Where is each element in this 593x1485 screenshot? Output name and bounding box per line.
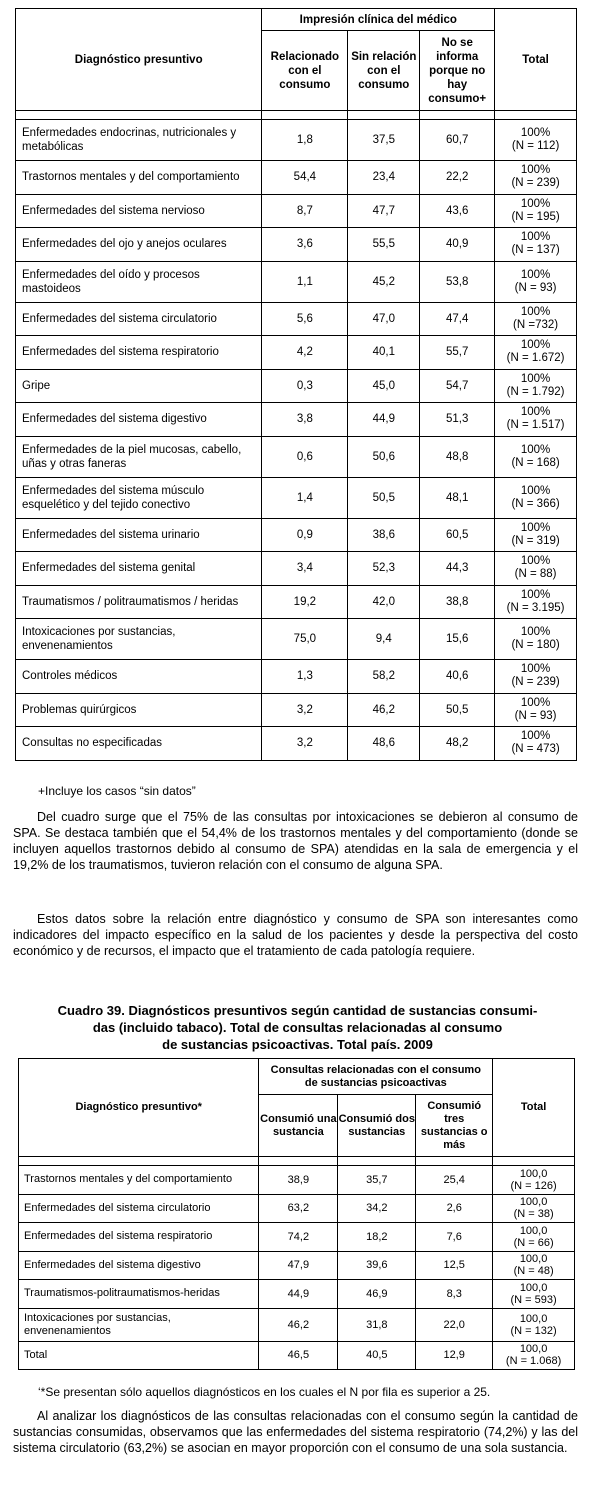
cell-col-3: 55,7 — [420, 336, 495, 370]
cell-col-2: 55,5 — [348, 228, 420, 262]
row-diagnostico: Consultas no especificadas — [16, 727, 262, 761]
header-relacionado: Relacionado con el consumo — [262, 31, 348, 111]
total-n: (N = 48) — [513, 1265, 554, 1278]
cell-col-3: 12,9 — [416, 1341, 493, 1370]
total-percent: 100% — [520, 730, 551, 743]
cell-col-1: 46,5 — [259, 1341, 338, 1370]
table-row — [16, 619, 577, 660]
cell-col-2: 45,2 — [348, 261, 420, 302]
cell-total — [493, 1166, 575, 1195]
total-percent: 100,0 — [519, 1343, 548, 1356]
cell-total — [495, 403, 577, 437]
cell-col-2: 34,2 — [338, 1194, 416, 1223]
total-percent: 100,0 — [519, 1167, 548, 1180]
cell-col-3: 12,5 — [416, 1251, 493, 1280]
total-n: (N = 593) — [510, 1293, 557, 1306]
table-row — [16, 369, 577, 403]
cell-col-3: 22,0 — [416, 1308, 493, 1341]
header-sin-relacion: Sin relación con el consumo — [348, 31, 420, 111]
cell-total — [495, 228, 577, 262]
total-n: (N = 93) — [514, 281, 557, 294]
total-n: (N = 1.792) — [506, 385, 565, 398]
row-diagnostico: Traumatismos-politraumatismos-heridas — [19, 1280, 259, 1309]
total-percent: 100% — [520, 268, 551, 281]
table-diagnostico-cantidad-sustancias — [18, 1058, 575, 1370]
table-row — [16, 477, 577, 518]
cell-col-2: 48,6 — [348, 727, 420, 761]
total-n: (N = 88) — [514, 568, 557, 581]
row-diagnostico: Problemas quirúrgicos — [16, 693, 262, 727]
paragraph-2: Estos datos sobre la relación entre diagnóstico y consumo de SPA son interesantes como indicadores del impacto específico en la salud de los pacientes y desde la perspectiva del costo económico y de recursos, el impacto que el tratamiento de cada patología requiere. — [13, 912, 578, 958]
total-percent: 100,0 — [519, 1196, 548, 1209]
cell-col-1: 3,6 — [262, 228, 348, 262]
cell-col-1: 1,3 — [262, 660, 348, 694]
total-n: (N = 66) — [513, 1236, 554, 1249]
cell-col-3: 51,3 — [420, 403, 495, 437]
cell-col-1: 74,2 — [259, 1223, 338, 1252]
total-percent: 100% — [520, 127, 551, 139]
row-diagnostico: Enfermedades del sistema circulatorio — [16, 302, 262, 336]
total-percent: 100% — [520, 521, 551, 534]
table-row — [19, 1223, 575, 1252]
total-percent: 100% — [520, 231, 551, 244]
row-diagnostico: Intoxicaciones por sustancias, envenenamientos — [19, 1308, 259, 1341]
table-row — [16, 727, 577, 761]
total-n: (N = 126) — [510, 1179, 557, 1192]
total-percent: 100% — [520, 339, 551, 352]
cell-col-1: 44,9 — [259, 1280, 338, 1309]
header-diagnostico: Diagnóstico presuntivo* — [19, 1059, 259, 1157]
table-row — [16, 194, 577, 228]
cell-col-1: 5,6 — [262, 302, 348, 336]
cell-col-2: 18,2 — [338, 1223, 416, 1252]
header-consultas-relacionadas: Consultas relacionadas con el consumo de sustancias psicoactivas — [259, 1059, 493, 1095]
table-row — [16, 228, 577, 262]
cell-col-1: 3,4 — [262, 552, 348, 586]
cell-col-3: 15,6 — [420, 619, 495, 660]
row-diagnostico: Trastornos mentales y del comportamiento — [19, 1166, 259, 1195]
total-percent: 100% — [520, 555, 551, 568]
cell-col-2: 58,2 — [348, 660, 420, 694]
total-percent: 100% — [520, 663, 551, 676]
table-row — [16, 552, 577, 586]
header-impresion-clinica: Impresión clínica del médico — [262, 9, 495, 31]
header-una-sustancia: Consumió una sustancia — [259, 1095, 338, 1157]
table1-footnote: +Incluye los casos “sin datos” — [38, 784, 196, 798]
table2-caption — [20, 1002, 575, 1053]
total-percent: 100% — [520, 197, 551, 210]
total-percent: 100,0 — [519, 1312, 548, 1325]
total-percent: 100% — [520, 696, 551, 709]
cell-col-2: 46,2 — [348, 693, 420, 727]
table-row — [19, 1194, 575, 1223]
table-row — [19, 1280, 575, 1309]
table-row — [16, 302, 577, 336]
cell-col-2: 37,5 — [348, 120, 420, 161]
cell-total — [495, 477, 577, 518]
total-n: (N = 3.195) — [506, 601, 565, 614]
total-percent: 100,0 — [519, 1253, 548, 1266]
cell-col-2: 46,9 — [338, 1280, 416, 1309]
cell-col-3: 43,6 — [420, 194, 495, 228]
paragraph-1: Del cuadro surge que el 75% de las consultas por intoxicaciones se debieron al consumo de SPA. Se destaca también que el 54,4% de los trastornos mentales y del comportamiento (donde se incluyen aquellos trastornos debido al consumo de SPA) atendidas en la sala de emergencia y el 19,2% de los traumatismos, tuvieron relación con el consumo de alguna SPA. — [13, 810, 578, 872]
table-row — [19, 1251, 575, 1280]
table-row — [16, 585, 577, 619]
cell-total — [495, 660, 577, 694]
cell-col-3: 60,5 — [420, 518, 495, 552]
cell-col-3: 53,8 — [420, 261, 495, 302]
total-percent: 100% — [520, 406, 551, 419]
cell-col-1: 38,9 — [259, 1166, 338, 1195]
cell-col-2: 9,4 — [348, 619, 420, 660]
row-diagnostico: Enfermedades del sistema circulatorio — [19, 1194, 259, 1223]
total-n: (N = 239) — [511, 676, 560, 689]
cell-col-3: 7,6 — [416, 1223, 493, 1252]
header-diagnostico: Diagnóstico presuntivo — [16, 9, 262, 111]
cell-col-1: 8,7 — [262, 194, 348, 228]
row-diagnostico: Total — [19, 1341, 259, 1370]
cell-col-3: 38,8 — [420, 585, 495, 619]
cell-total — [495, 585, 577, 619]
cell-total — [495, 120, 577, 161]
cell-col-3: 40,6 — [420, 660, 495, 694]
table2-footnote: ‘*Se presentan sólo aquellos diagnósticos en los cuales el N por fila es superior a 25. — [38, 1385, 491, 1399]
cell-col-2: 35,7 — [338, 1166, 416, 1195]
total-n: (N = 132) — [510, 1324, 557, 1337]
total-n: (N = 168) — [511, 456, 560, 469]
cell-col-3: 48,8 — [420, 436, 495, 477]
cell-total — [493, 1223, 575, 1252]
cell-col-2: 40,1 — [348, 336, 420, 370]
row-diagnostico: Enfermedades del sistema digestivo — [16, 403, 262, 437]
total-n: (N = 38) — [513, 1208, 554, 1221]
cell-col-2: 31,8 — [338, 1308, 416, 1341]
total-percent: 100,0 — [519, 1281, 548, 1294]
row-diagnostico: Enfermedades del sistema digestivo — [19, 1251, 259, 1280]
cell-total — [495, 161, 577, 195]
cell-col-3: 22,2 — [420, 161, 495, 195]
row-diagnostico: Enfermedades endocrinas, nutricionales y metabólicas — [16, 120, 262, 161]
total-n: (N =732) — [513, 318, 559, 331]
cell-col-1: 75,0 — [262, 619, 348, 660]
cell-total — [495, 194, 577, 228]
table-row — [19, 1166, 575, 1195]
table-row — [16, 660, 577, 694]
table-row — [16, 120, 577, 161]
row-diagnostico: Enfermedades del sistema genital — [16, 552, 262, 586]
cell-total — [495, 727, 577, 761]
total-n: (N = 93) — [514, 709, 557, 722]
cell-col-2: 38,6 — [348, 518, 420, 552]
cell-col-3: 2,6 — [416, 1194, 493, 1223]
cell-col-1: 1,4 — [262, 477, 348, 518]
cell-col-2: 50,6 — [348, 436, 420, 477]
header-tres-o-mas: Consumió tres sustancias o más — [416, 1095, 493, 1157]
table-diagnostico-impresion-clinica — [15, 8, 577, 761]
cell-total — [495, 369, 577, 403]
total-n: (N = 239) — [511, 177, 560, 190]
cell-col-2: 39,6 — [338, 1251, 416, 1280]
total-percent: 100% — [520, 305, 551, 318]
row-diagnostico: Enfermedades del sistema respiratorio — [16, 336, 262, 370]
cell-col-1: 3,2 — [262, 727, 348, 761]
total-n: (N = 112) — [511, 140, 560, 152]
caption-line-1: Cuadro 39. Diagnósticos presuntivos según cantidad de sustancias consumi- — [57, 1003, 538, 1018]
cell-total — [495, 302, 577, 336]
table-row — [16, 261, 577, 302]
cell-total — [493, 1280, 575, 1309]
cell-col-1: 0,3 — [262, 369, 348, 403]
cell-col-3: 25,4 — [416, 1166, 493, 1195]
cell-col-1: 1,1 — [262, 261, 348, 302]
total-percent: 100% — [520, 372, 551, 385]
row-diagnostico: Enfermedades del oído y procesos mastoideos — [16, 261, 262, 302]
total-percent: 100% — [520, 484, 551, 497]
cell-col-2: 23,4 — [348, 161, 420, 195]
cell-col-2: 40,5 — [338, 1341, 416, 1370]
total-percent: 100% — [520, 626, 551, 638]
total-percent: 100% — [520, 588, 551, 601]
total-n: (N = 195) — [511, 210, 560, 223]
total-n: (N = 1.068) — [505, 1355, 562, 1368]
total-percent: 100% — [520, 443, 551, 456]
cell-total — [493, 1341, 575, 1370]
cell-col-2: 45,0 — [348, 369, 420, 403]
cell-col-2: 44,9 — [348, 403, 420, 437]
cell-col-3: 54,7 — [420, 369, 495, 403]
row-diagnostico: Enfermedades del ojo y anejos oculares — [16, 228, 262, 262]
row-diagnostico: Controles médicos — [16, 660, 262, 694]
cell-col-1: 19,2 — [262, 585, 348, 619]
cell-col-1: 3,8 — [262, 403, 348, 437]
total-n: (N = 319) — [511, 534, 560, 547]
cell-col-2: 52,3 — [348, 552, 420, 586]
row-diagnostico: Enfermedades de la piel mucosas, cabello, uñas y otras faneras — [16, 436, 262, 477]
cell-col-3: 48,2 — [420, 727, 495, 761]
cell-col-1: 63,2 — [259, 1194, 338, 1223]
cell-col-1: 1,8 — [262, 120, 348, 161]
paragraph-3: Al analizar los diagnósticos de las consultas relacionadas con el consumo según la cantidad de sustancias consumidas, observamos que las enfermedades del sistema respiratorio (74,2%) y las del sistema circulatorio (63,2%) se asocian en mayor proporción con el consumo de una sola sustancia. — [13, 1409, 578, 1455]
caption-line-3: de sustancias psicoactivas. Total país. 2009 — [162, 1037, 433, 1052]
header-total: Total — [495, 9, 577, 111]
cell-col-1: 0,9 — [262, 518, 348, 552]
cell-col-1: 46,2 — [259, 1308, 338, 1341]
row-diagnostico: Enfermedades del sistema nervioso — [16, 194, 262, 228]
table-row — [16, 518, 577, 552]
row-diagnostico: Intoxicaciones por sustancias, envenenamientos — [16, 619, 262, 660]
total-n: (N = 473) — [511, 743, 560, 756]
total-n: (N = 1.672) — [506, 352, 565, 365]
cell-total — [493, 1251, 575, 1280]
total-n: (N = 1.517) — [506, 419, 565, 432]
total-n: (N = 180) — [511, 639, 560, 651]
cell-total — [495, 518, 577, 552]
header-dos-sustancias: Consumió dos sustancias — [338, 1095, 416, 1157]
total-percent: 100,0 — [519, 1224, 548, 1237]
cell-total — [493, 1194, 575, 1223]
cell-col-3: 44,3 — [420, 552, 495, 586]
cell-total — [493, 1308, 575, 1341]
cell-total — [495, 693, 577, 727]
total-n: (N = 137) — [511, 244, 560, 257]
cell-col-3: 60,7 — [420, 120, 495, 161]
cell-col-3: 48,1 — [420, 477, 495, 518]
table-row — [16, 403, 577, 437]
caption-line-2: das (incluido tabaco). Total de consultas relacionadas al consumo — [92, 1020, 503, 1035]
cell-total — [495, 336, 577, 370]
cell-col-2: 47,7 — [348, 194, 420, 228]
table-row — [19, 1341, 575, 1370]
cell-col-3: 8,3 — [416, 1280, 493, 1309]
row-diagnostico: Enfermedades del sistema urinario — [16, 518, 262, 552]
cell-col-2: 50,5 — [348, 477, 420, 518]
cell-total — [495, 619, 577, 660]
cell-total — [495, 552, 577, 586]
cell-col-2: 42,0 — [348, 585, 420, 619]
table-row — [16, 693, 577, 727]
row-diagnostico: Enfermedades del sistema músculo esquelético y del tejido conectivo — [16, 477, 262, 518]
cell-col-3: 47,4 — [420, 302, 495, 336]
cell-col-1: 3,2 — [262, 693, 348, 727]
row-diagnostico: Enfermedades del sistema respiratorio — [19, 1223, 259, 1252]
cell-total — [495, 436, 577, 477]
cell-col-1: 54,4 — [262, 161, 348, 195]
row-diagnostico: Trastornos mentales y del comportamiento — [16, 161, 262, 195]
table-row — [16, 436, 577, 477]
table-row — [16, 336, 577, 370]
table-row — [16, 161, 577, 195]
cell-col-1: 4,2 — [262, 336, 348, 370]
total-n: (N = 366) — [511, 497, 560, 510]
row-diagnostico: Gripe — [16, 369, 262, 403]
cell-col-3: 40,9 — [420, 228, 495, 262]
table-row — [19, 1308, 575, 1341]
header-total: Total — [493, 1059, 575, 1157]
cell-col-2: 47,0 — [348, 302, 420, 336]
cell-col-1: 47,9 — [259, 1251, 338, 1280]
row-diagnostico: Traumatismos / politraumatismos / heridas — [16, 585, 262, 619]
cell-col-3: 50,5 — [420, 693, 495, 727]
cell-total — [495, 261, 577, 302]
cell-col-1: 0,6 — [262, 436, 348, 477]
total-percent: 100% — [520, 164, 551, 177]
header-no-informa: No se informa porque no hay consumo+ — [420, 31, 495, 111]
